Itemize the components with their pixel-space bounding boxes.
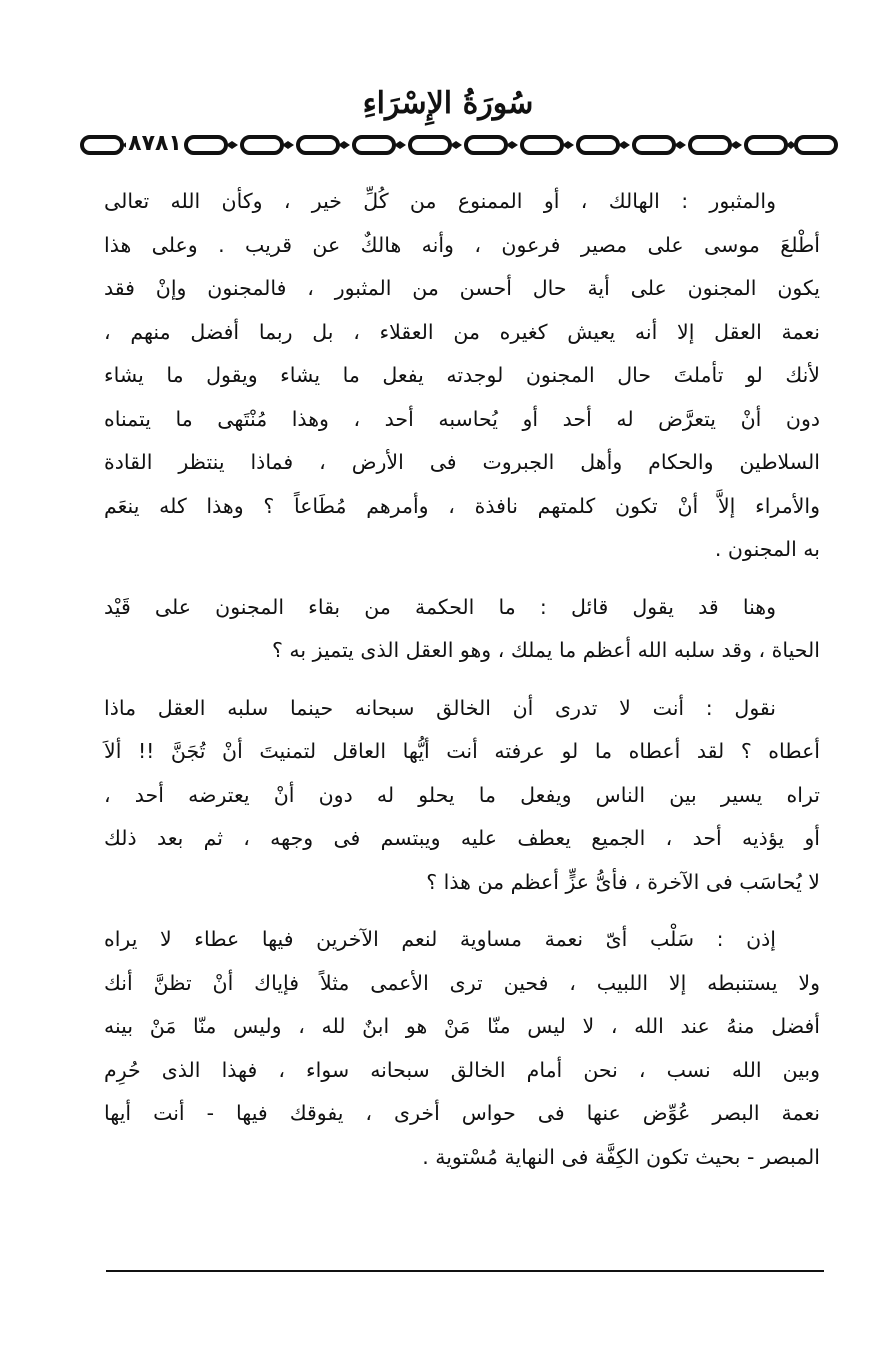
text-line: وبين الله نسب ، نحن أمام الخالق سبحانه سواء ، فهذا الذى حُرِم — [104, 1057, 820, 1082]
text-line: لأنك لو تأملتَ حال المجنون لوجدته يفعل ما يشاء ويقول ما يشاء — [104, 363, 820, 387]
paragraph-gap — [104, 572, 820, 586]
text-line: نقول : أنت لا تدرى أن الخالق سبحانه حينما سلبه العقل ماذا — [104, 695, 776, 720]
text-line: إذن : سَلْب أىّ نعمة مساوية لنعم الآخرين فيها عطاء لا يراه — [104, 927, 776, 951]
text-line: دون أنْ يتعرَّض له أحد أو يُحاسبه أحد ، وهذا مُنْتَهى ما يتمناه — [104, 406, 820, 431]
text-line: أو يؤذيه أحد ، الجميع يعطف عليه ويبتسم فى وجهه ، ثم بعد ذلك — [104, 826, 820, 850]
text-line: أطْلعَ موسى على مصير فرعون ، وأنه هالكٌ عن قريب . وعلى هذا — [104, 232, 820, 257]
paragraph — [104, 918, 820, 1179]
chain-ornament-icon — [78, 132, 840, 158]
text-line: أعطاه ؟ لقد أعطاه ما لو عرفته أنت أيُّها العاقل لتمنيتَ أنْ تُجَنَّ !! ألاَ — [104, 739, 820, 763]
text-line: به المجنون . — [714, 537, 820, 561]
text-line: لا يُحاسَب فى الآخرة ، فأىُّ عزٍّ أعظم من هذا ؟ — [426, 869, 820, 894]
text-line: نعمة العقل إلا أنه يعيش كغيره من العقلاء ، بل ربما أفضل منهم ، — [104, 319, 820, 344]
text-line: المبصر - بحيث تكون الكِفَّة فى النهاية مُسْتوية . — [422, 1144, 820, 1169]
text-line: تراه يسير بين الناس ويفعل ما يحلو له دون أنْ يعترضه أحد ، — [104, 782, 820, 807]
text-line: والمثبور : الهالك ، أو الممنوع من كُلِّ خير ، وكأن الله تعالى — [104, 189, 776, 213]
text-line: الحياة ، وقد سلبه الله أعظم ما يملك ، وهو العقل الذى يتميز به ؟ — [272, 638, 820, 662]
text-line: أفضل منهُ عند الله ، لا ليس منّا مَنْ هو ابنٌ لله ، وليس منّا مَنْ بينه — [104, 1014, 820, 1038]
bottom-rule — [106, 1270, 824, 1272]
body-text — [104, 180, 820, 1179]
text-line: يكون المجنون على أية حال أحسن من المثبور ، فالمجنون وإنْ فقد — [104, 276, 820, 300]
text-line: والأمراء إلاَّ أنْ تكون كلمتهم نافذة ، وأمرهم مُطَاعاً ؟ وهذا كله ينعَم — [104, 493, 820, 518]
text-line: السلاطين والحكام وأهل الجبروت فى الأرض ، فماذا ينتظر القادة — [104, 450, 820, 474]
paragraph — [104, 687, 820, 905]
page-number: ٨٧٨١ — [126, 131, 184, 157]
paragraph-gap — [104, 673, 820, 687]
ornamental-divider — [78, 132, 840, 158]
surah-title: سُورَةُ الإِسْرَاءِ — [362, 86, 534, 121]
paragraph-gap — [104, 904, 820, 918]
text-line: ولا يستنبطه إلا اللبيب ، فحين ترى الأعمى مثلاً فإياك أنْ تظنَّ أنك — [104, 970, 820, 995]
text-line: نعمة البصر عُوِّض عنها فى حواس أخرى ، يفوقك فيها - أنت أيها — [104, 1101, 820, 1125]
text-line: وهنا قد يقول قائل : ما الحكمة من بقاء المجنون على قَيْد — [104, 594, 776, 619]
paragraph — [104, 586, 820, 673]
paragraph — [104, 180, 820, 572]
